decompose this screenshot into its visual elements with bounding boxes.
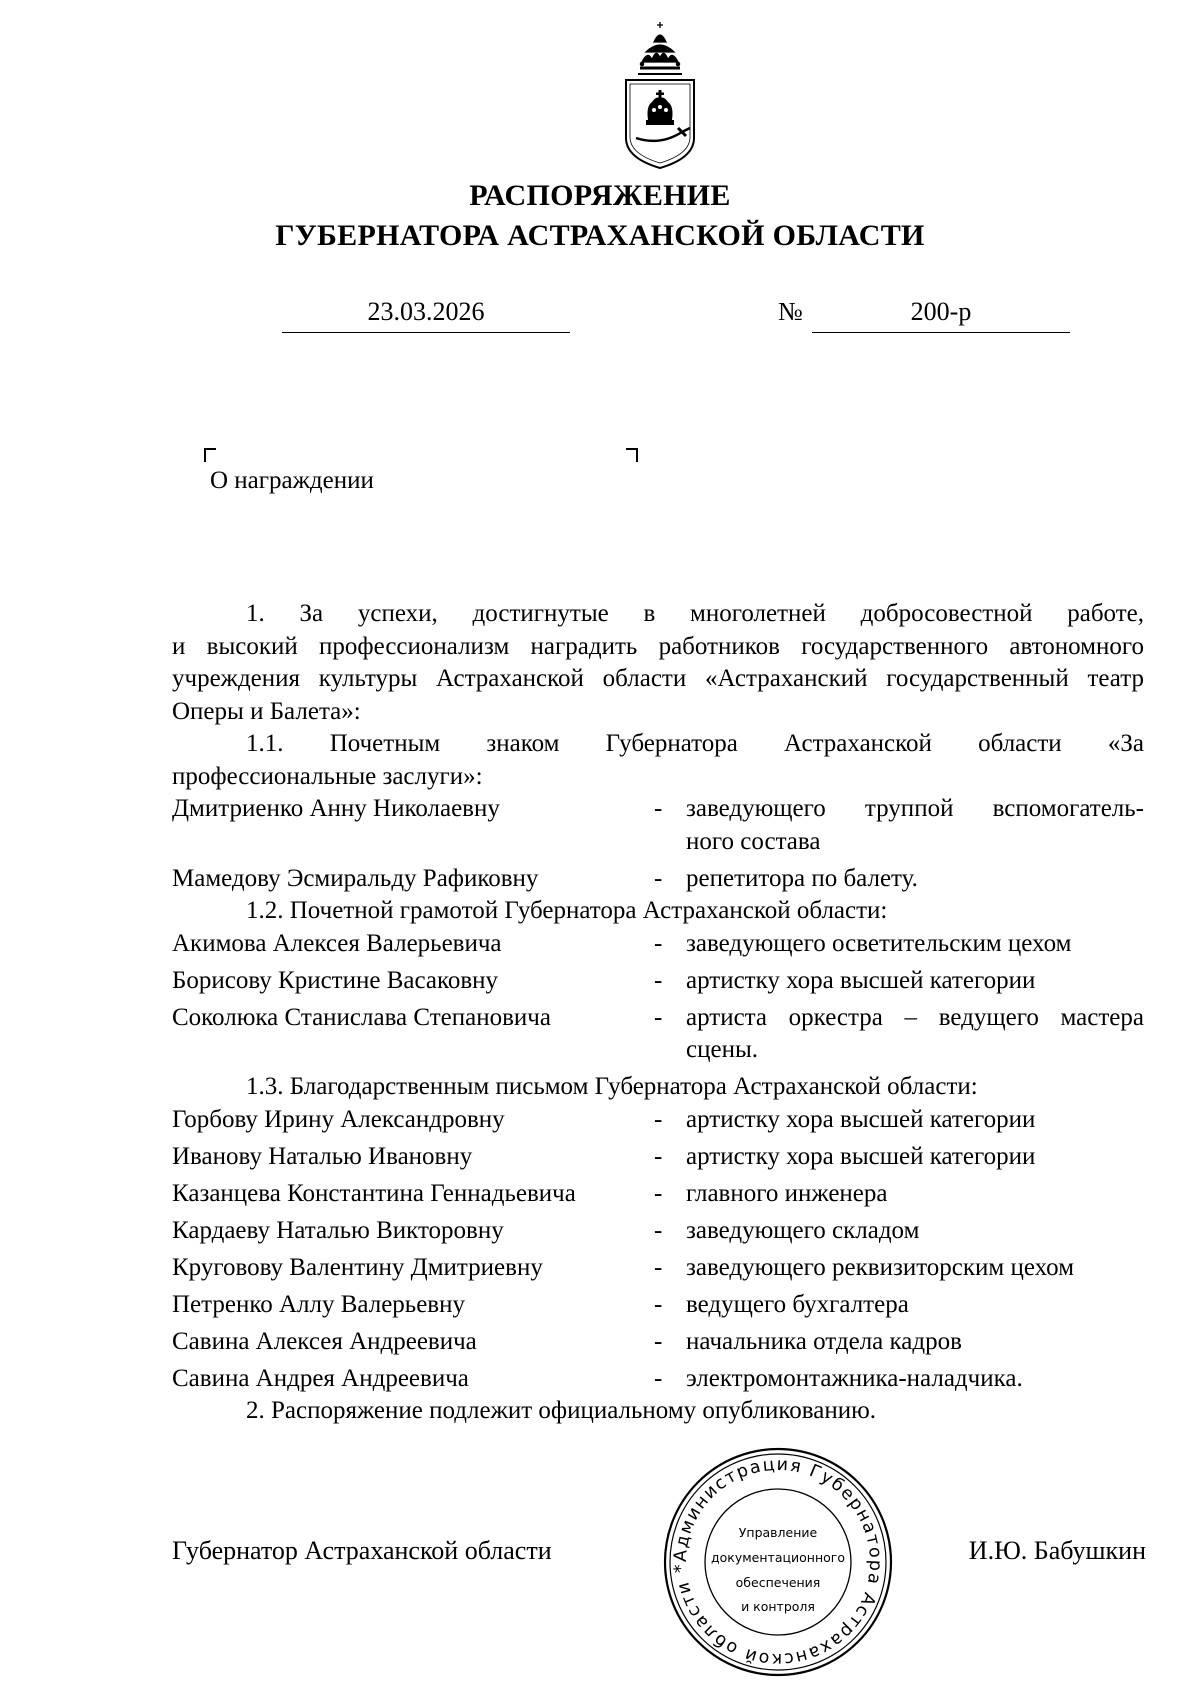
dash-separator: - — [654, 864, 663, 892]
awardee-name: Мамедову Эсмиральду Рафиковну — [172, 864, 539, 892]
awardee-row — [172, 1252, 1144, 1285]
dash-separator: - — [654, 1142, 663, 1170]
awardee-position: ведущего бухгалтера — [686, 1290, 909, 1318]
awardee-name: Иванову Наталью Ивановну — [172, 1142, 473, 1170]
document-body — [172, 598, 1144, 1428]
paragraph-2: 2. Распоряжение подлежит официальному опубликованию. — [246, 1397, 877, 1424]
paragraph-1-first-line: 1. За успехи, достигнутые в многолетней добросовестной работе, — [246, 600, 1144, 627]
awardee-position — [686, 793, 1144, 858]
awardee-name: Соколюка Станислава Степановича — [172, 1003, 551, 1031]
subject-corner-left — [204, 448, 216, 462]
awardee-name: Казанцева Константина Геннадьевича — [172, 1179, 576, 1207]
awardee-row — [172, 1178, 1144, 1211]
stamp-center-line: документационного — [711, 1550, 845, 1565]
awardee-name: Кардаеву Наталью Викторовну — [172, 1216, 504, 1244]
awardee-position: репетитора по балету. — [686, 864, 918, 892]
date-field — [282, 296, 570, 333]
document-subject: О награждении — [210, 467, 374, 494]
awardee-name: Горбову Ирину Александровну — [172, 1105, 505, 1133]
paragraph-1-rest: и высокий профессионализм наградить работников государственного автономного учреждения культуры Астраханской области «Астраханский государственный театр Оперы и Балета»: — [172, 632, 1144, 725]
awardee-name: Савина Алексея Андреевича — [172, 1327, 477, 1355]
stamp-ring-text: Администрация Губернатора Астраханской области * — [670, 1454, 886, 1670]
signatory-position: Губернатор Астраханской области — [172, 1536, 552, 1565]
awardee-position: начальника отдела кадров — [686, 1327, 962, 1355]
paragraph-1-1-second-line: профессиональные заслуги»: — [172, 762, 483, 790]
coat-of-arms-icon — [620, 20, 700, 170]
dash-separator: - — [654, 1327, 663, 1355]
awardee-row — [172, 1363, 1144, 1396]
awardee-row — [172, 1326, 1144, 1359]
awardee-row — [172, 965, 1144, 998]
awardee-position: артистку хора высшей категории — [686, 966, 1036, 994]
dash-separator: - — [654, 929, 663, 957]
dash-separator: - — [654, 1364, 663, 1392]
awardee-position-line: заведующего труппой вспомогатель- — [686, 795, 1144, 822]
paragraph-1-1-first-line: 1.1. Почетным знаком Губернатора Астраханской области «За — [246, 730, 1144, 757]
awardee-row — [172, 1141, 1144, 1174]
awardee-row — [172, 863, 1144, 896]
awardee-name: Круговову Валентину Дмитриевну — [172, 1253, 543, 1281]
awardee-position-line: артиста оркестра – ведущего мастера — [686, 1003, 1144, 1031]
awardee-position: электромонтажника-наладчика. — [686, 1364, 1023, 1392]
awardee-position: главного инженера — [686, 1179, 888, 1207]
number-label: № — [778, 297, 803, 326]
dash-separator: - — [654, 1216, 663, 1244]
awardee-row — [172, 928, 1144, 961]
document-type-title: РАСПОРЯЖЕНИЕ — [469, 179, 731, 212]
stamp-center-line: Управление — [738, 1525, 818, 1540]
awardee-name: Петренко Аллу Валерьевну — [172, 1290, 465, 1318]
awardee-position — [686, 1002, 1144, 1067]
stamp-center-line: и контроля — [741, 1599, 815, 1614]
dash-separator: - — [654, 1105, 663, 1133]
dash-separator: - — [654, 1253, 663, 1281]
awardee-name: Дмитриенко Анну Николаевну — [172, 795, 500, 822]
dash-separator: - — [654, 1179, 663, 1207]
awardee-row — [172, 793, 1144, 858]
awardee-row — [172, 1104, 1144, 1137]
stamp-center-line: обеспечения — [735, 1575, 821, 1590]
document-number: 200-р — [910, 297, 972, 326]
paragraph-1-2: 1.2. Почетной грамотой Губернатора Астраханской области: — [246, 897, 888, 924]
dash-separator: - — [654, 795, 663, 822]
awardee-row — [172, 1215, 1144, 1248]
number-field — [812, 296, 1070, 333]
awardee-row — [172, 1002, 1144, 1067]
awardee-position: заведующего осветительским цехом — [686, 929, 1072, 957]
office-stamp — [661, 1445, 895, 1679]
awardee-position-line: сцены. — [686, 1036, 758, 1063]
issuer-title: ГУБЕРНАТОРА АСТРАХАНСКОЙ ОБЛАСТИ — [275, 219, 925, 252]
dash-separator: - — [654, 966, 663, 994]
dash-separator: - — [654, 1290, 663, 1318]
awardee-position: заведующего складом — [686, 1216, 920, 1244]
document-date: 23.03.2026 — [367, 297, 485, 326]
awardee-name: Акимова Алексея Валерьевича — [172, 929, 502, 957]
awardee-row — [172, 1289, 1144, 1322]
awardee-name: Борисову Кристине Васаковну — [172, 966, 499, 994]
subject-corner-right — [626, 448, 638, 462]
awardee-position: заведующего реквизиторским цехом — [686, 1253, 1075, 1281]
dash-separator: - — [654, 1003, 663, 1031]
paragraph-1-3: 1.3. Благодарственным письмом Губернатора Астраханской области: — [246, 1073, 978, 1100]
awardee-position: артистку хора высшей категории — [686, 1142, 1036, 1170]
awardee-position: артистку хора высшей категории — [686, 1105, 1036, 1133]
awardee-position-line: ного состава — [686, 827, 821, 855]
signatory-name: И.Ю. Бабушкин — [968, 1536, 1146, 1565]
awardee-name: Савина Андрея Андреевича — [172, 1364, 469, 1392]
